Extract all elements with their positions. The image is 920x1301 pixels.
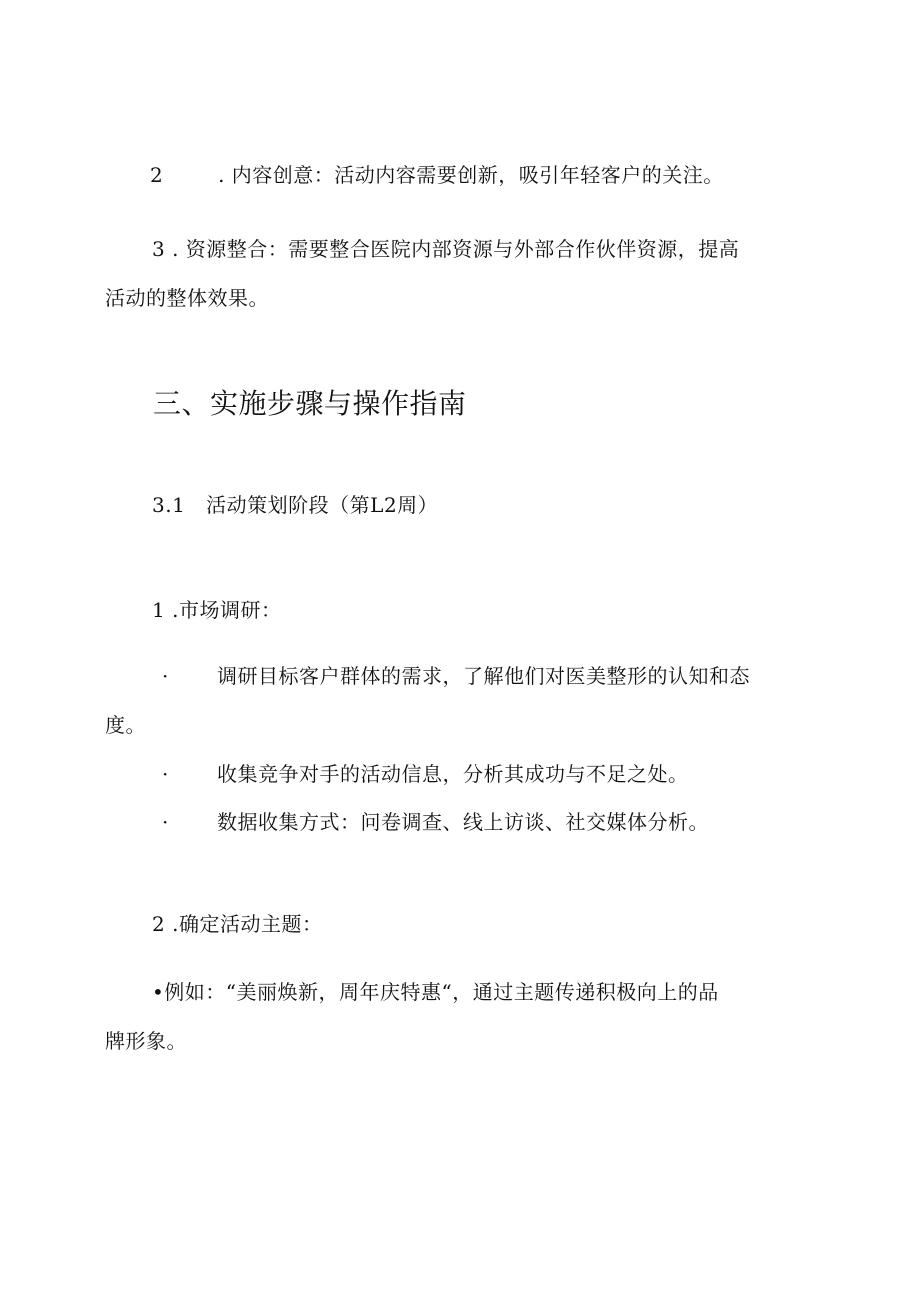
subsection-number: 3.1 — [152, 493, 186, 517]
theme-example-line1: •例如：“美丽焕新，周年庆特惠“，通过主题传递积极向上的品 — [152, 980, 719, 1004]
bullet-research-needs-line2: 度。 — [105, 713, 146, 737]
list-item-content-creativity — [150, 163, 724, 187]
bullet-competitor-info: 收集竞争对手的活动信息，分析其成功与不足之处。 — [217, 762, 689, 786]
list-item-resource-integration-line2: 活动的整体效果。 — [105, 286, 269, 310]
theme-title: 2 .确定活动主题： — [152, 912, 323, 936]
item-number: 2 — [150, 163, 164, 187]
bullet-marker: · — [162, 664, 169, 688]
market-research-title: 1 .市场调研： — [152, 598, 282, 622]
bullet-marker: · — [162, 810, 169, 834]
list-item-resource-integration-line1: 3 . 资源整合：需要整合医院内部资源与外部合作伙伴资源，提高 — [152, 237, 740, 261]
section-heading: 三、实施步骤与操作指南 — [153, 387, 467, 420]
bullet-research-needs-line1: 调研目标客户群体的需求，了解他们对医美整形的认知和态 — [217, 664, 750, 688]
subsection-title — [152, 493, 438, 517]
theme-example-line2: 牌形象。 — [105, 1029, 187, 1053]
subsection-text: 活动策划阶段（第L2周） — [206, 493, 439, 517]
item-text: . 内容创意：活动内容需要创新，吸引年轻客户的关注。 — [218, 163, 724, 187]
bullet-data-collection: 数据收集方式：问卷调查、线上访谈、社交媒体分析。 — [217, 810, 709, 834]
bullet-marker: · — [162, 762, 169, 786]
